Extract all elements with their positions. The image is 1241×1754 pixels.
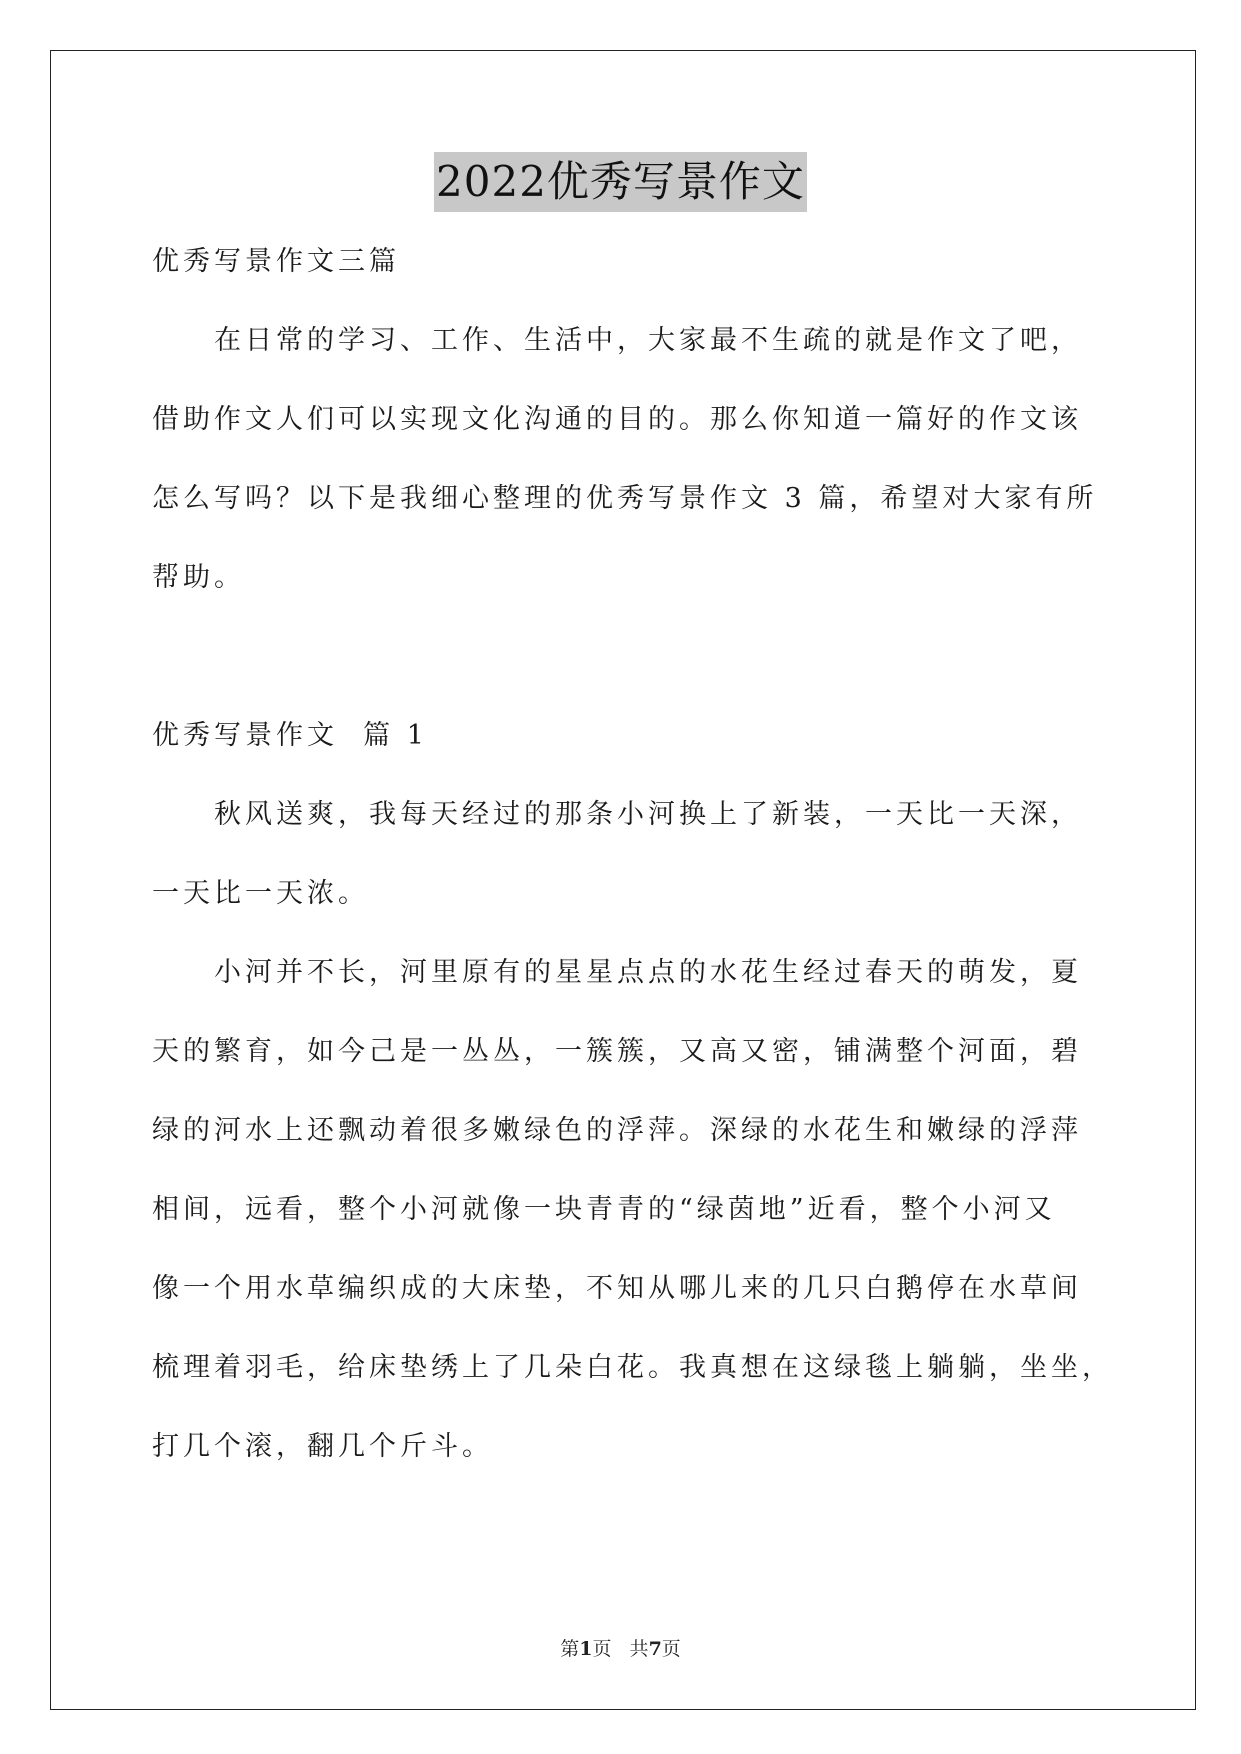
paragraph-line: 绿的河水上还飘动着很多嫩绿色的浮萍。深绿的水花生和嫩绿的浮萍 [152,1115,1082,1146]
intro-line: 在日常的学习、工作、生活中，大家最不生疏的就是作文了吧， [214,325,1082,356]
paragraph-line: 秋风送爽，我每天经过的那条小河换上了新装，一天比一天深， [214,799,1082,830]
document-body [152,242,1112,1506]
intro-line: 帮助。 [152,562,245,593]
title-container [0,152,1241,212]
document-title: 2022优秀写景作文 [434,152,807,212]
footer-page-number: 1 [579,1638,593,1660]
intro-line: 怎么写吗？以下是我细心整理的优秀写景作文 3 篇，希望对大家有所 [152,483,1098,514]
paragraph-line: 梳理着羽毛，给床垫绣上了几朵白花。我真想在这绿毯上躺躺，坐坐， [152,1352,1113,1383]
paragraph-line: 相间，远看，整个小河就像一块青青的“绿茵地”近看，整个小河又 [152,1194,1056,1225]
footer-total-pages: 7 [648,1638,662,1660]
page-footer [0,1634,1241,1661]
footer-mid: 页 共 [592,1638,649,1660]
paragraph-line: 像一个用水草编织成的大床垫，不知从哪儿来的几只白鹅停在水草间 [152,1273,1082,1304]
footer-prefix: 第 [560,1638,580,1660]
paragraph-line: 天的繁育，如今己是一丛丛，一簇簇，又高又密，铺满整个河面，碧 [152,1036,1082,1067]
document-subtitle: 优秀写景作文三篇 [152,246,400,277]
intro-line: 借助作文人们可以实现文化沟通的目的。那么你知道一篇好的作文该 [152,404,1082,435]
section-heading: 优秀写景作文 篇 1 [152,720,428,751]
paragraph-line: 小河并不长，河里原有的星星点点的水花生经过春天的萌发，夏 [214,957,1082,988]
paragraph-line: 打几个滚，翻几个斤斗。 [152,1431,493,1462]
spacer [152,637,1112,716]
paragraph-line: 一天比一天浓。 [152,878,369,909]
footer-suffix: 页 [661,1638,681,1660]
